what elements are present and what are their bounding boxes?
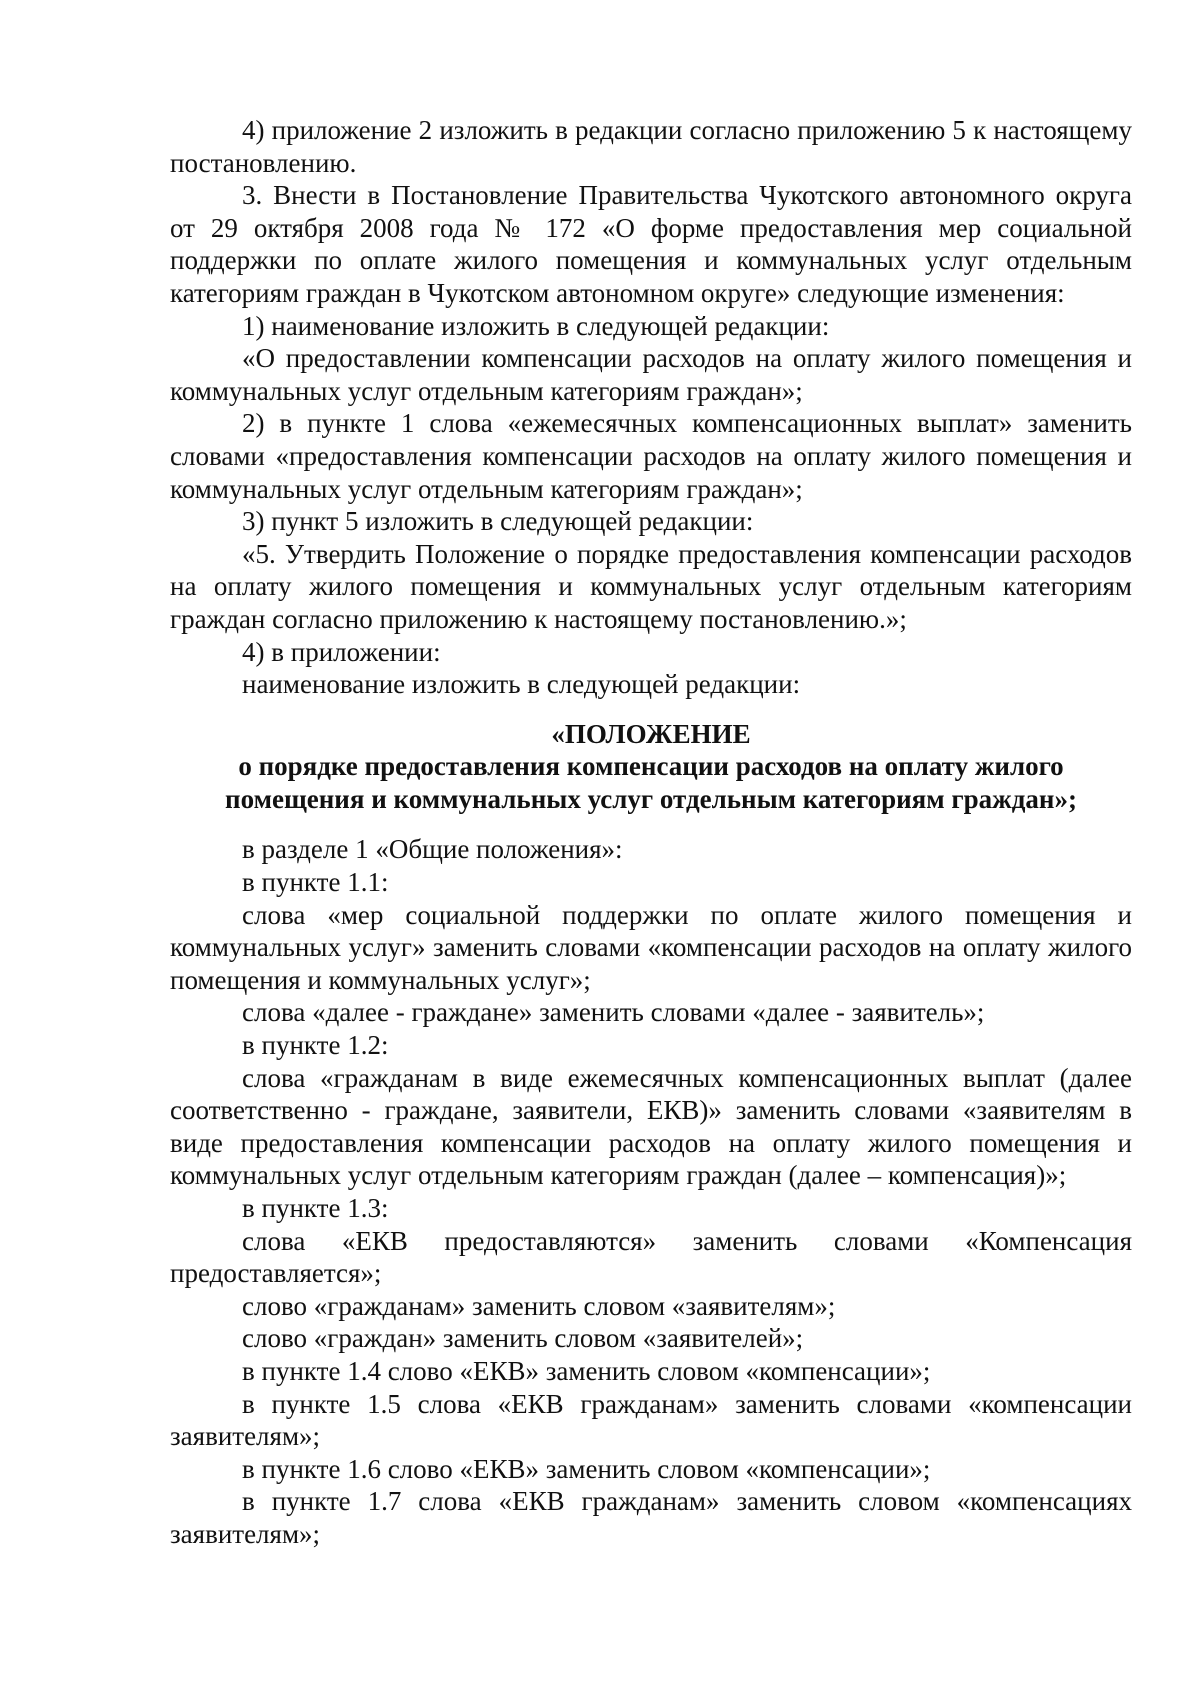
paragraph-replace-citizens-dative: слово «гражданам» заменить словом «заявителям»; bbox=[242, 1290, 836, 1321]
paragraph-replace-monthly-payments: слова «гражданам в виде ежемесячных компенсационных выплат (далее соответственно - граждане, заявители, ЕКВ)» заменить словами «заявителям в виде предоставления компенсации расходов на оплату жилого помещения и коммунальных услуг отдельным категориям граждан (далее – компенсация)»; bbox=[170, 1062, 1132, 1191]
paragraph-point-1-7: в пункте 1.7 слова «ЕКВ гражданам» заменить словом «компенсациях заявителям»; bbox=[170, 1486, 1132, 1549]
paragraph-replace-ekv-provided: слова «ЕКВ предоставляются» заменить словами «Компенсация предоставляется»; bbox=[170, 1225, 1132, 1289]
paragraph-item-2-replace-words: 2) в пункте 1 слова «ежемесячных компенсационных выплат» заменить словами «предоставления компенсации расходов на оплату жилого помещения и коммунальных услуг отдельным категориям граждан»; bbox=[170, 408, 1132, 504]
document-content bbox=[170, 114, 1132, 1551]
paragraph-point-1-6: в пункте 1.6 слово «ЕКВ» заменить словом «компенсации»; bbox=[242, 1453, 931, 1484]
paragraph-section-1-general: в разделе 1 «Общие положения»: bbox=[242, 834, 623, 865]
paragraph-item-1-name-edit: 1) наименование изложить в следующей редакции: bbox=[242, 310, 830, 341]
paragraph-point-1-2: в пункте 1.2: bbox=[242, 1030, 389, 1061]
paragraph-quoted-resolution-name: «О предоставлении компенсации расходов на оплату жилого помещения и коммунальных услуг отдельным категориям граждан»; bbox=[170, 343, 1132, 406]
paragraph-item-3-point-5-edit: 3) пункт 5 изложить в следующей редакции: bbox=[242, 506, 754, 537]
paragraph-point-1-4: в пункте 1.4 слово «ЕКВ» заменить словом «компенсации»; bbox=[242, 1355, 931, 1386]
regulation-title: «ПОЛОЖЕНИЕ bbox=[551, 718, 751, 749]
paragraph-point-1-3: в пункте 1.3: bbox=[242, 1193, 389, 1223]
paragraph-quoted-point-5: «5. Утвердить Положение о порядке предоставления компенсации расходов на оплату жилого помещения и коммунальных услуг отдельным категориям граждан согласно приложению к настоящему постановлению.»; bbox=[170, 538, 1132, 634]
paragraph-replace-citizens-genitive: слово «граждан» заменить словом «заявителей»; bbox=[242, 1323, 804, 1354]
paragraph-point-1-1: в пункте 1.1: bbox=[242, 867, 389, 898]
paragraph-point-1-5: в пункте 1.5 слова «ЕКВ гражданам» заменить словами «компенсации заявителям»; bbox=[170, 1388, 1132, 1452]
paragraph-item-4-annex-2: 4) приложение 2 изложить в редакции согласно приложению 5 к настоящему постановлению. bbox=[170, 115, 1132, 178]
paragraph-replace-social-support-words: слова «мер социальной поддержки по оплате жилого помещения и коммунальных услуг» заменить словами «компенсации расходов на оплату жилого помещения и коммунальных услуг»; bbox=[170, 899, 1132, 995]
paragraph-item-4-in-annex: 4) в приложении: bbox=[242, 636, 441, 667]
regulation-subtitle-line-2: помещения и коммунальных услуг отдельным категориям граждан»; bbox=[225, 783, 1077, 814]
paragraph-name-edit-instruction: наименование изложить в следующей редакции: bbox=[242, 669, 801, 700]
paragraph-section-3-amend-resolution: 3. Внести в Постановление Правительства Чукотского автономного округа от 29 октября 2008 года № 172 «О форме предоставления мер социальной поддержки по оплате жилого помещения и коммунальных услуг отдельным категориям граждан в Чукотском автономном округе» следующие изменения: bbox=[170, 180, 1132, 308]
regulation-subtitle-line-1: о порядке предоставления компенсации расходов на оплату жилого bbox=[238, 751, 1064, 782]
paragraph-replace-citizens-applicant: слова «далее - граждане» заменить словами «далее - заявитель»; bbox=[242, 997, 985, 1028]
